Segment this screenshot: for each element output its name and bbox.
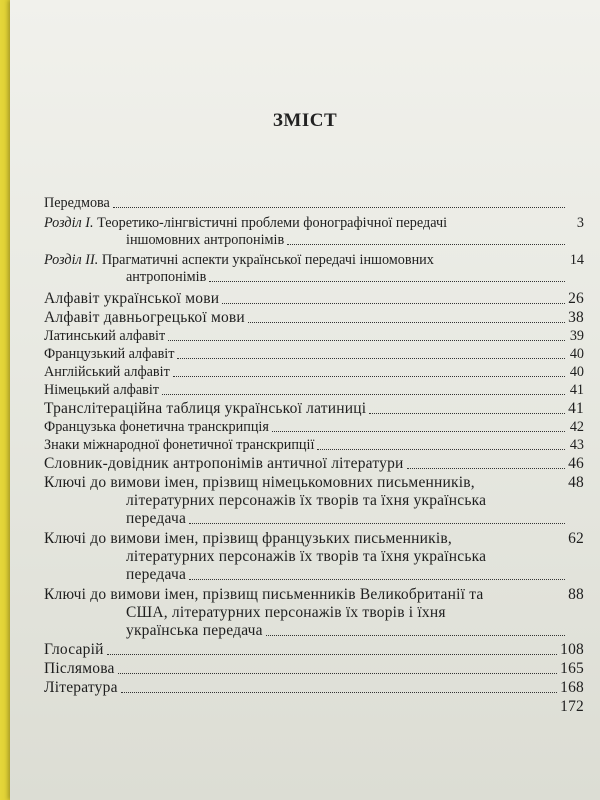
toc-entry-title: Французький алфавіт xyxy=(44,346,175,362)
toc-entry-title: Прагматичні аспекти української передачі іншомовних xyxy=(101,252,434,268)
toc-entry-title-continued: передача xyxy=(126,510,187,527)
toc-entry xyxy=(44,382,584,399)
toc-page-number: 3 xyxy=(576,215,584,231)
toc-page-number: 165 xyxy=(560,660,584,677)
toc-page-number: 42 xyxy=(569,419,584,435)
leader-dots xyxy=(189,579,565,580)
toc-entry-title-continued: літературних персонажів їх творів та їхня українська xyxy=(126,548,487,565)
toc-entry xyxy=(44,474,584,528)
toc-page-number: 62 xyxy=(568,530,584,547)
toc-entry xyxy=(44,660,584,678)
leader-dots xyxy=(162,394,565,395)
toc-entry-title: Ключі до вимови імен, прізвищ французьких письменників, xyxy=(44,530,452,547)
toc-entry xyxy=(44,400,584,418)
toc-entry-title: Література xyxy=(44,679,118,696)
leader-dots xyxy=(266,635,565,636)
leader-dots xyxy=(272,431,565,432)
toc-entry-title: Німецький алфавіт xyxy=(44,382,159,398)
leader-dots xyxy=(369,413,565,414)
toc-page-number: 14 xyxy=(569,252,584,268)
leader-dots xyxy=(177,358,565,359)
toc-entry xyxy=(44,530,584,584)
toc-entry xyxy=(44,252,584,286)
toc-entry xyxy=(44,419,584,436)
leader-dots xyxy=(121,692,557,693)
toc-page-number: 48 xyxy=(568,474,584,491)
toc-entry xyxy=(44,641,584,659)
toc-entry-title: Латинський алфавіт xyxy=(44,328,166,344)
table-of-contents xyxy=(44,195,584,717)
leader-dots xyxy=(173,376,565,377)
toc-entry-title: Передмова xyxy=(44,195,110,211)
toc-entry-title: Ключі до вимови імен, прізвищ німецькомовних письменників, xyxy=(44,474,475,491)
toc-page-number: 41 xyxy=(568,400,584,417)
toc-entry xyxy=(44,698,584,716)
toc-entry-title-continued: українська передача xyxy=(126,622,263,639)
leader-dots xyxy=(189,523,565,524)
toc-entry-title: Глосарій xyxy=(44,641,104,658)
toc-entry-title-continued: іншомовних антропонімів xyxy=(126,232,285,248)
leader-dots xyxy=(107,654,558,655)
toc-entry xyxy=(44,290,584,308)
toc-entry-title: Словник-довідник антропонімів античної літератури xyxy=(44,455,404,472)
toc-section-label: Розділ I. xyxy=(44,215,94,231)
toc-page-number: 26 xyxy=(568,290,584,307)
toc-entry-title: Теоретико-лінгвістичні проблеми фонографічної передачі xyxy=(97,215,448,231)
toc-entry xyxy=(44,195,584,212)
toc-entry-title: Транслітераційна таблиця української латиниці xyxy=(44,400,367,417)
toc-page-number: 38 xyxy=(568,309,584,326)
toc-page-number: 168 xyxy=(560,679,584,696)
toc-page-number: 172 xyxy=(560,698,584,715)
toc-entry-title-continued: антропонімів xyxy=(126,269,207,285)
toc-entry xyxy=(44,364,584,381)
leader-dots xyxy=(168,340,565,341)
toc-entry-title-continued: літературних персонажів їх творів та їхня українська xyxy=(126,492,487,509)
toc-page-number: 40 xyxy=(569,364,584,380)
toc-page-number: 40 xyxy=(569,346,584,362)
leader-dots xyxy=(407,468,565,469)
toc-entry-title: Алфавіт давньогрецької мови xyxy=(44,309,245,326)
leader-dots xyxy=(248,322,565,323)
leader-dots xyxy=(113,207,565,208)
leader-dots xyxy=(118,673,558,674)
toc-page-number: 46 xyxy=(568,455,584,472)
toc-entry xyxy=(44,586,584,640)
toc-entry-title: Французька фонетична транскрипція xyxy=(44,419,269,435)
book-page xyxy=(10,0,600,800)
toc-page-number: 108 xyxy=(560,641,584,658)
leader-dots xyxy=(222,303,565,304)
toc-entry xyxy=(44,328,584,345)
toc-entry xyxy=(44,437,584,454)
toc-entry-title: Ключі до вимови імен, прізвищ письменників Великобританії та xyxy=(44,586,484,603)
page-title: ЗМІСТ xyxy=(272,110,338,131)
toc-page-number: 88 xyxy=(568,586,584,603)
toc-entry xyxy=(44,215,584,249)
toc-page-number: 43 xyxy=(569,437,584,453)
toc-entry xyxy=(44,679,584,697)
toc-entry-title: Післямова xyxy=(44,660,115,677)
toc-entry xyxy=(44,309,584,327)
toc-entry-title: Алфавіт української мови xyxy=(44,290,220,307)
toc-page-number: 39 xyxy=(569,328,584,344)
toc-entry-title-continued: США, літературних персонажів їх творів і їхня xyxy=(126,604,446,621)
toc-entry-title: Англійський алфавіт xyxy=(44,364,170,380)
toc-entry xyxy=(44,455,584,473)
toc-section-label: Розділ II. xyxy=(44,252,99,268)
toc-entry-title-continued: передача xyxy=(126,566,187,583)
leader-dots xyxy=(317,449,565,450)
leader-dots xyxy=(209,281,565,282)
toc-entry-title: Знаки міжнародної фонетичної транскрипції xyxy=(44,437,315,453)
toc-page-number: 41 xyxy=(569,382,584,398)
leader-dots xyxy=(287,244,565,245)
toc-entry xyxy=(44,346,584,363)
